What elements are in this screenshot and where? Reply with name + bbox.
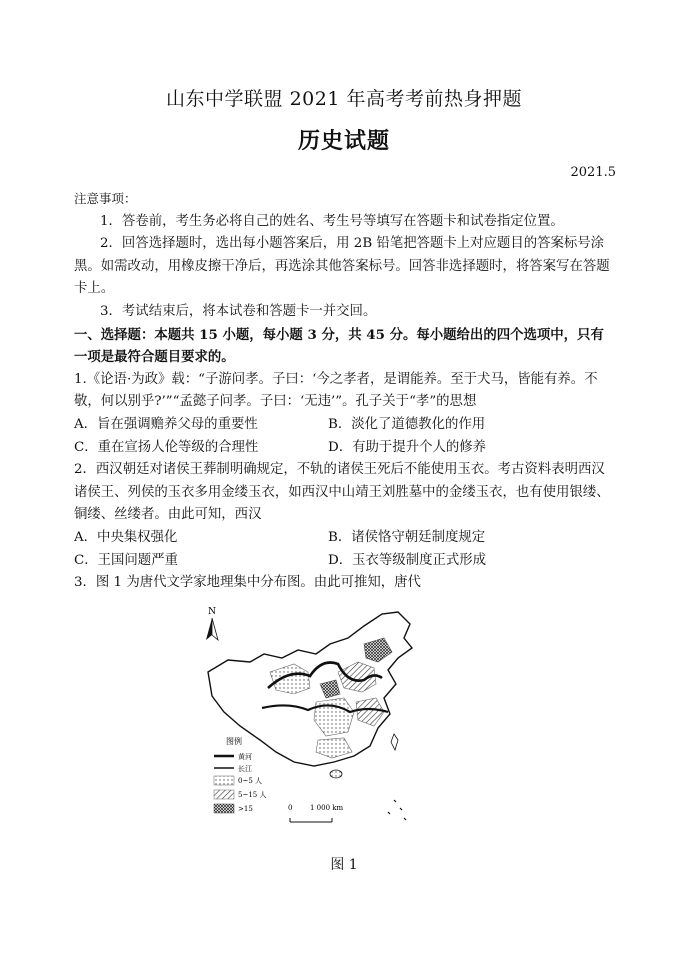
question-1-options-row [74,437,614,460]
exam-body [74,188,614,595]
option-c: C．重在宣扬人伦等级的合理性 [74,439,259,455]
exam-date: 2021.5 [570,165,616,180]
taiwan-island [391,734,398,750]
scale-label: 1 000 km [310,804,344,812]
option-a: A．旨在强调赡养父母的重要性 [74,416,258,432]
notice-item: 3．考试结束后，将本试卷和答题卡一并交回。 [100,303,377,319]
tang-literati-map [198,602,438,838]
legend-title: 图例 [226,737,242,746]
notice-heading: 注意事项： [74,191,137,206]
legend-0-5: 0~5 人 [238,777,262,785]
section-heading: 一、选择题：本题共 15 小题，每小题 3 分，共 45 分。每小题给出的四个选项中，只有一项是最符合题目要求的。 [74,326,604,366]
question-2-options-row [74,527,614,550]
north-label: N [208,607,216,617]
hainan-island [330,770,342,778]
option-d: D．有助于提升个人的修养 [328,439,487,455]
legend-over-15: >15 [238,805,253,813]
question-2-stem: 2．西汉朝廷对诸侯王葬制明确规定，不轨的诸侯王死后不能使用玉衣。考古资料表明西汉诸侯王、列侯的玉衣多用金缕玉衣，如西汉中山靖王刘胜墓中的金缕玉衣，也有使用银缕、铜缕、丝缕者。由此可知，西汉 [74,462,610,523]
question-2-options-row [74,550,614,573]
south-sea-islands [388,800,406,820]
option-a: A．中央集权强化 [74,529,178,545]
subject-title: 历史试题 [297,128,390,154]
question-3-stem: 3．图 1 为唐代文学家地理集中分布图。由此可推知，唐代 [74,575,421,591]
option-d: D．玉衣等级制度正式形成 [328,552,487,568]
option-b: B．诸侯恪守朝廷制度规定 [328,529,486,545]
notice-item: 1．答卷前，考生务必将自己的姓名、考生号等填写在答题卡和试卷指定位置。 [100,213,564,229]
scale-bar [288,804,344,822]
legend-yangtze: 长江 [238,765,252,773]
legend-yellow-river: 黄河 [238,753,252,761]
exam-title: 山东中学联盟 2021 年高考考前热身押题 [166,88,522,110]
legend-5-15: 5~15 人 [238,791,267,799]
option-c: C．王国问题严重 [74,552,178,568]
map-legend [214,736,266,813]
question-1-options-row [74,414,614,437]
scale-zero: 0 [288,804,293,812]
figure-caption: 图 1 [330,857,358,873]
option-b: B．淡化了道德教化的作用 [328,416,486,432]
notice-item: 2．回答选择题时，选出每小题答案后，用 2B 铅笔把答题卡上对应题目的答案标号涂黑。如需改动，用橡皮擦干净后，再选涂其他答案标号。回答非选择题时，将答案写在答题卡上。 [74,236,610,297]
question-1-stem: 1.《论语·为政》载：“子游问孝。子曰：‘今之孝者，是谓能养。至于犬马，皆能有养。不敬，何以别乎?’”“孟懿子问孝。子曰：‘无违’”。孔子关于“孝”的思想 [74,371,598,410]
north-arrow-icon [206,607,218,640]
